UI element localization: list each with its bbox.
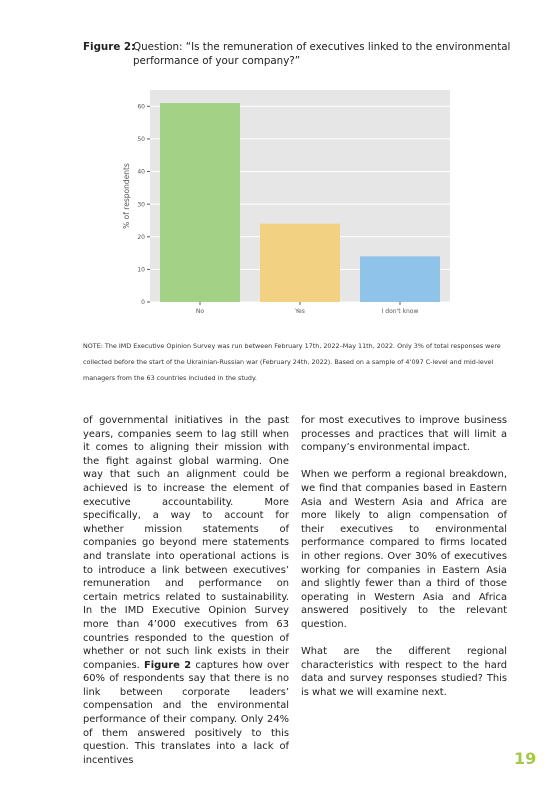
bar-chart — [116, 86, 452, 322]
x-tick-label: I don't know — [381, 308, 419, 315]
y-tick-label: 60 — [137, 103, 145, 111]
left-paragraph — [83, 414, 289, 767]
page-number: 19 — [514, 749, 537, 768]
y-tick-label: 40 — [137, 168, 145, 176]
y-tick-label: 50 — [137, 136, 145, 144]
x-tick-label: No — [195, 308, 205, 315]
y-tick-label: 30 — [137, 201, 145, 209]
figure-reference: Figure 2 — [143, 659, 192, 671]
bar — [160, 103, 240, 302]
y-tick-label: 10 — [137, 266, 145, 274]
y-tick-label: 20 — [137, 233, 145, 241]
right-paragraph-3: What are the different regional characteristics with respect to the hard data and survey responses studied? This is what we will examine next. — [301, 646, 507, 698]
left-text-a: of governmental initiatives in the past years, companies seem to lag still when it comes to aligning their mission with the fight against global warming. One way that such an alignment could be achieved is to increase the element of executive accountability. More specifically, a way to account for whether mission statements of companies go beyond mere statements and translate into operational actions is to introduce a link between executives’ remuneration and performance on certain metrics related to sustainability. In the IMD Executive Opinion Survey more than 4’000 executives from 63 countries responded to the question of whether or not such link exists in their companies. — [83, 415, 289, 671]
bar — [360, 256, 440, 302]
bar — [260, 224, 340, 302]
right-column — [301, 414, 507, 699]
x-axis-ticks — [196, 302, 419, 315]
figure-caption — [83, 40, 523, 68]
right-paragraph-1: for most executives to improve business processes and practices that will limit a company’s environmental impact. — [301, 415, 507, 454]
figure-label: Figure 2: — [83, 41, 136, 53]
right-paragraph-2: When we perform a regional breakdown, we find that companies based in Eastern Asia and Western Asia and Africa are more likely to align compensation of their executives to environmental performance compared to firms located in other regions. Over 30% of executives working for companies in Eastern Asia and slightly fewer than a third of those operating in Western Asia and Africa answered positively to the relevant question. — [301, 469, 507, 630]
left-column — [83, 414, 289, 767]
figure-note: NOTE: The IMD Executive Opinion Survey was run between February 17th, 2022–May 11th, 2022. Only 3% of total responses were collected before the start of the Ukrainian-Russian war (February 24th, 2022). Based on a sample of 4’097 C-level and mid-level managers from the 63 countries included in the study. — [83, 342, 501, 382]
figure-question: Question: “Is the remuneration of executives linked to the environmental performance of your company?” — [133, 41, 511, 67]
y-tick-label: 0 — [141, 299, 145, 307]
x-tick-label: Yes — [295, 308, 305, 315]
left-text-b: captures how over 60% of respondents say that there is no link between corporate leaders’ compensation and the environmental performance of their company. Only 24% of them answered positively to this question. This translates into a lack of incentives — [83, 659, 290, 766]
y-axis-label: % of respondents — [122, 163, 131, 229]
y-axis-ticks — [137, 104, 150, 307]
